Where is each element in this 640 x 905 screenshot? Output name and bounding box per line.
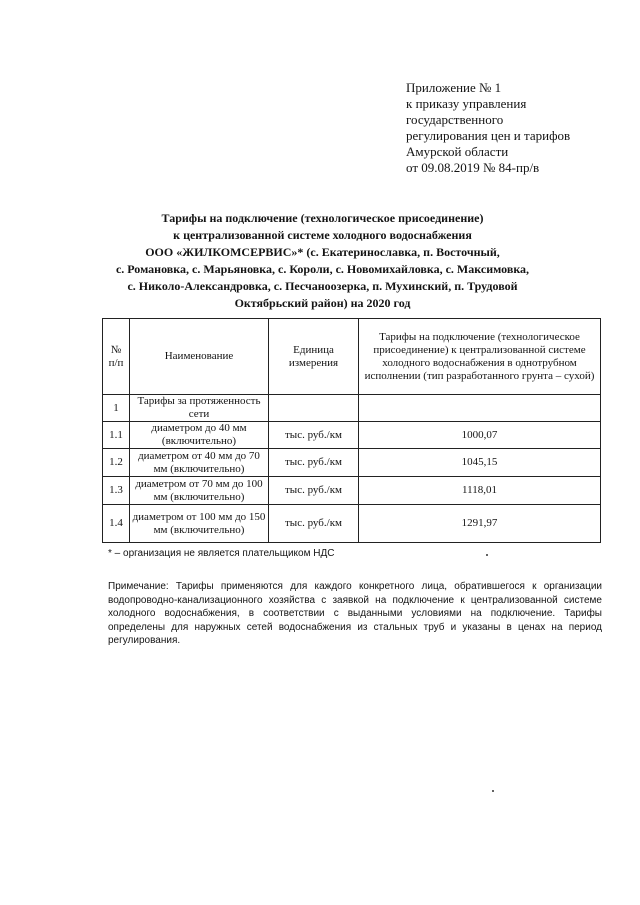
cell-unit: тыс. руб./км	[269, 449, 359, 477]
appendix-line: регулирования цен и тарифов	[406, 128, 571, 143]
cell-value	[359, 395, 601, 422]
note-paragraph: Примечание: Тарифы применяются для каждого конкретного лица, обратившегося к организации водопроводно-канализационного хозяйства с заявкой на подключение к централизованной системе холодного водоснабжения, в соответствии с выданными условиями на подключение. Тарифы определены для наружных сетей водоснабжения из стальных труб и указаны в ценах на период регулирования.	[108, 581, 602, 646]
cell-num: 1.1	[103, 422, 130, 449]
cell-name: диаметром от 100 мм до 150 мм (включительно)	[130, 505, 269, 543]
title-line: с. Романовка, с. Марьяновка, с. Короли, с. Новомихайловка, с. Максимовка,	[115, 262, 530, 276]
cell-name: Тарифы за протяженность сети	[130, 395, 269, 422]
cell-name: диаметром до 40 мм (включительно)	[130, 422, 269, 449]
appendix-block	[406, 80, 570, 176]
cell-unit: тыс. руб./км	[269, 505, 359, 543]
cell-value: 1045,15	[359, 449, 601, 477]
title-line: к централизованной системе холодного водоснабжения	[173, 228, 472, 242]
cell-name: диаметром от 70 мм до 100 мм (включительно)	[130, 477, 269, 505]
cell-unit	[269, 395, 359, 422]
appendix-line: от 09.08.2019 № 84-пр/в	[406, 160, 540, 175]
vat-footnote: * – организация не является плательщиком НДС	[108, 548, 335, 559]
table-row	[103, 505, 601, 543]
appendix-line: Амурской области	[406, 144, 509, 159]
title-line: ООО «ЖИЛКОМСЕРВИС»* (с. Екатеринославка, п. Восточный,	[145, 245, 500, 259]
table-row	[103, 422, 601, 449]
cell-value: 1000,07	[359, 422, 601, 449]
cell-unit: тыс. руб./км	[269, 477, 359, 505]
document-title	[100, 210, 545, 312]
header-unit: Единица измерения	[269, 319, 359, 395]
header-name: Наименование	[130, 319, 269, 395]
cell-value: 1118,01	[359, 477, 601, 505]
cell-num: 1.2	[103, 449, 130, 477]
appendix-line: Приложение № 1	[406, 80, 502, 95]
cell-name: диаметром от 40 мм до 70 мм (включительно)	[130, 449, 269, 477]
title-line: Тарифы на подключение (технологическое присоединение)	[161, 211, 484, 225]
appendix-line: государственного	[406, 112, 504, 127]
scan-speck	[486, 554, 488, 556]
header-num: № п/п	[103, 319, 130, 395]
table-row	[103, 395, 601, 422]
cell-num: 1.4	[103, 505, 130, 543]
table-row	[103, 449, 601, 477]
table-row	[103, 477, 601, 505]
cell-num: 1	[103, 395, 130, 422]
scan-speck	[492, 790, 494, 792]
cell-value: 1291,97	[359, 505, 601, 543]
header-tariff: Тарифы на подключение (технологическое присоединение) к централизованной системе холодного водоснабжения в однотрубном исполнении (тип разработанного грунта – сухой)	[359, 319, 601, 395]
appendix-line: к приказу управления	[406, 96, 527, 111]
table-header-row	[103, 319, 601, 395]
tariff-table	[102, 318, 601, 543]
title-line: с. Николо-Александровка, с. Песчаноозерка, п. Мухинский, п. Трудовой	[127, 279, 518, 293]
title-line: Октябрьский район) на 2020 год	[234, 296, 411, 310]
cell-num: 1.3	[103, 477, 130, 505]
cell-unit: тыс. руб./км	[269, 422, 359, 449]
